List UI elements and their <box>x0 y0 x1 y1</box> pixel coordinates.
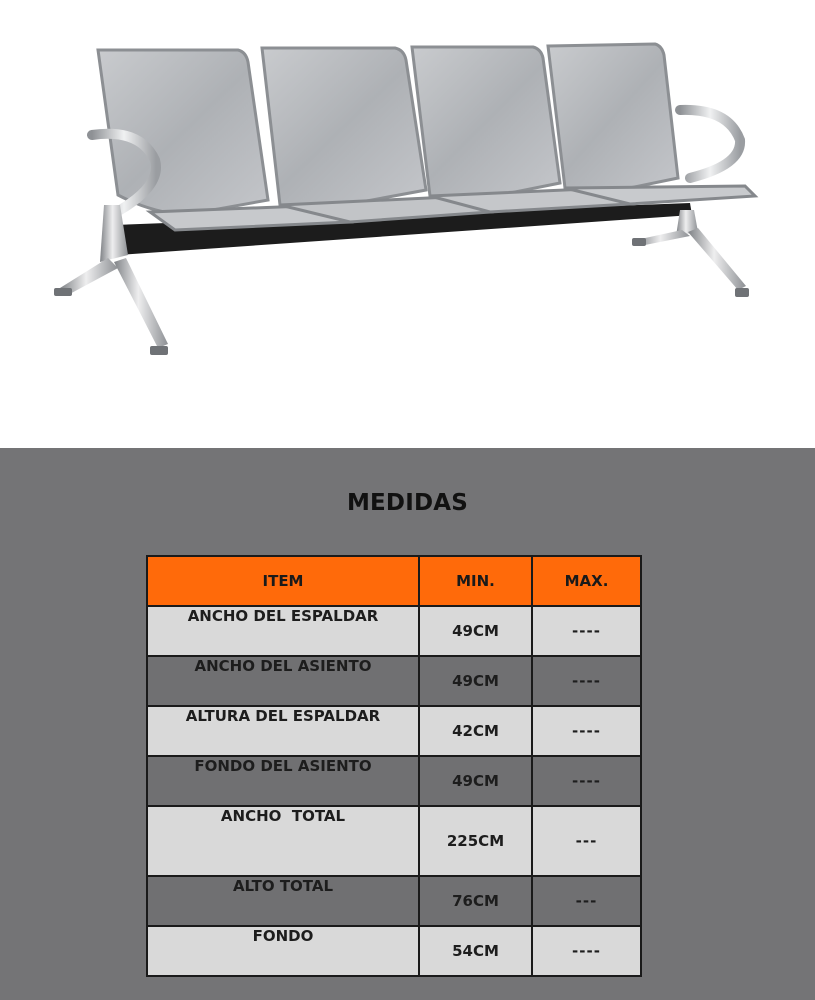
row-min: 54CM <box>419 926 532 976</box>
header-max: MAX. <box>532 556 641 606</box>
leg-right-front <box>688 228 746 290</box>
row-max: --- <box>532 806 641 876</box>
row-item: ANCHO TOTAL <box>147 806 419 876</box>
specs-panel <box>0 448 815 1000</box>
leg-foot <box>735 288 749 297</box>
seat-back-2 <box>262 48 426 205</box>
row-item: FONDO DEL ASIENTO <box>147 756 419 806</box>
row-min: 49CM <box>419 756 532 806</box>
row-min: 49CM <box>419 606 532 656</box>
row-item: ANCHO DEL ESPALDAR <box>147 606 419 656</box>
table-header-row <box>147 556 641 606</box>
leg-foot <box>632 238 646 246</box>
table-row <box>147 606 641 656</box>
seat-back-4 <box>548 44 678 190</box>
row-item: ALTO TOTAL <box>147 876 419 926</box>
leg-foot <box>54 288 72 296</box>
table-row <box>147 876 641 926</box>
product-photo <box>0 0 815 448</box>
table-row <box>147 656 641 706</box>
leg-left-front <box>114 258 168 348</box>
row-min: 49CM <box>419 656 532 706</box>
bench-illustration <box>0 0 815 448</box>
row-item: ALTURA DEL ESPALDAR <box>147 706 419 756</box>
row-item: FONDO <box>147 926 419 976</box>
row-max: --- <box>532 876 641 926</box>
row-item: ANCHO DEL ASIENTO <box>147 656 419 706</box>
table-row <box>147 806 641 876</box>
header-min: MIN. <box>419 556 532 606</box>
table-row <box>147 926 641 976</box>
leg-foot <box>150 346 168 355</box>
row-max: ---- <box>532 756 641 806</box>
row-min: 225CM <box>419 806 532 876</box>
row-min: 42CM <box>419 706 532 756</box>
row-max: ---- <box>532 926 641 976</box>
specs-table <box>146 555 642 977</box>
row-max: ---- <box>532 606 641 656</box>
row-min: 76CM <box>419 876 532 926</box>
specs-title: MEDIDAS <box>346 490 469 516</box>
header-item: ITEM <box>147 556 419 606</box>
table-row <box>147 756 641 806</box>
armrest-right <box>680 110 740 178</box>
row-max: ---- <box>532 706 641 756</box>
seat-back-3 <box>412 47 560 196</box>
table-row <box>147 706 641 756</box>
row-max: ---- <box>532 656 641 706</box>
